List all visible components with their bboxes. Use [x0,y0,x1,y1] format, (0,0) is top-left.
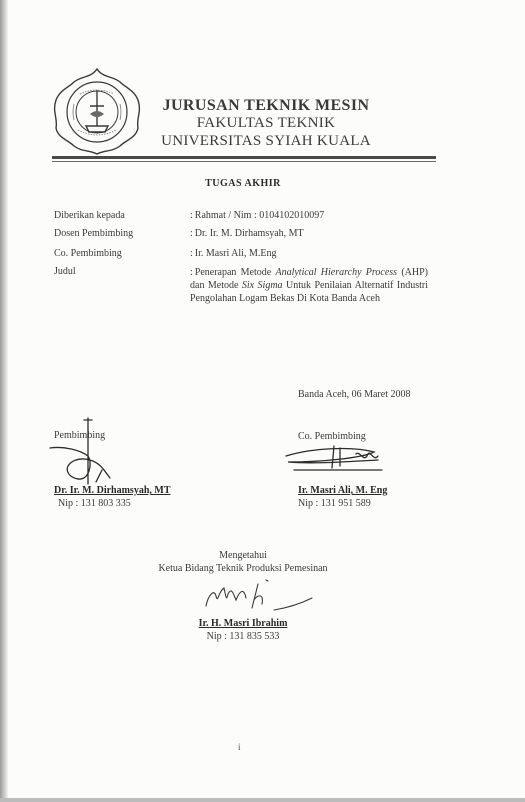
page-number: i [238,742,241,752]
acknowledged-label: Mengetahui [219,550,267,561]
field-value-recipient: : Rahmat / Nim : 0104102010097 [190,210,325,221]
pembimbing-signature [44,412,144,492]
document-title: TUGAS AKHIR [205,178,281,189]
ketua-signature [196,574,316,620]
pembimbing-role: Pembimbing [54,430,106,441]
co-pembimbing-signature [282,440,402,474]
co-pembimbing-name: Ir. Masri Ali, M. Eng [298,485,388,496]
field-value-title: : Penerapan Metode Analytical Hierarchy Process (AHP) dan Metode Six Sigma Untuk Penilaian Alternatif Industri Pengolahan Logam Bekas Di Kota Banda Aceh [190,267,428,304]
co-pembimbing-role: Co. Pembimbing [298,431,366,442]
field-value-co-supervisor: : Ir. Masri Ali, M.Eng [190,248,277,259]
field-label-recipient: Diberikan kepada [54,210,125,221]
field-value-supervisor: : Dr. Ir. M. Dirhamsyah, MT [190,228,304,239]
scan-edge [0,0,8,802]
ketua-role: Ketua Bidang Teknik Produksi Pemesinan [158,563,328,574]
field-label-supervisor: Dosen Pembimbing [54,228,134,239]
faculty-name: FAKULTAS TEKNIK [196,115,336,131]
university-seal-logo [50,66,144,156]
scan-edge-bottom [0,798,525,802]
co-pembimbing-nip: Nip : 131 951 589 [298,498,371,509]
place-date: Banda Aceh, 06 Maret 2008 [298,389,411,400]
university-name: UNIVERSITAS SYIAH KUALA [161,133,371,149]
field-label-title: Judul [54,266,76,277]
header-rule-thick [52,156,436,159]
pembimbing-name: Dr. Ir. M. Dirhamsyah, MT [54,485,171,496]
header-rule-thin [52,161,436,162]
pembimbing-nip: Nip : 131 803 335 [58,498,131,509]
department-name: JURUSAN TEKNIK MESIN [162,97,370,114]
ketua-name: Ir. H. Masri Ibrahim [198,618,288,629]
ketua-nip: Nip : 131 835 533 [206,631,280,642]
field-label-co-supervisor: Co. Pembimbing [54,248,122,259]
